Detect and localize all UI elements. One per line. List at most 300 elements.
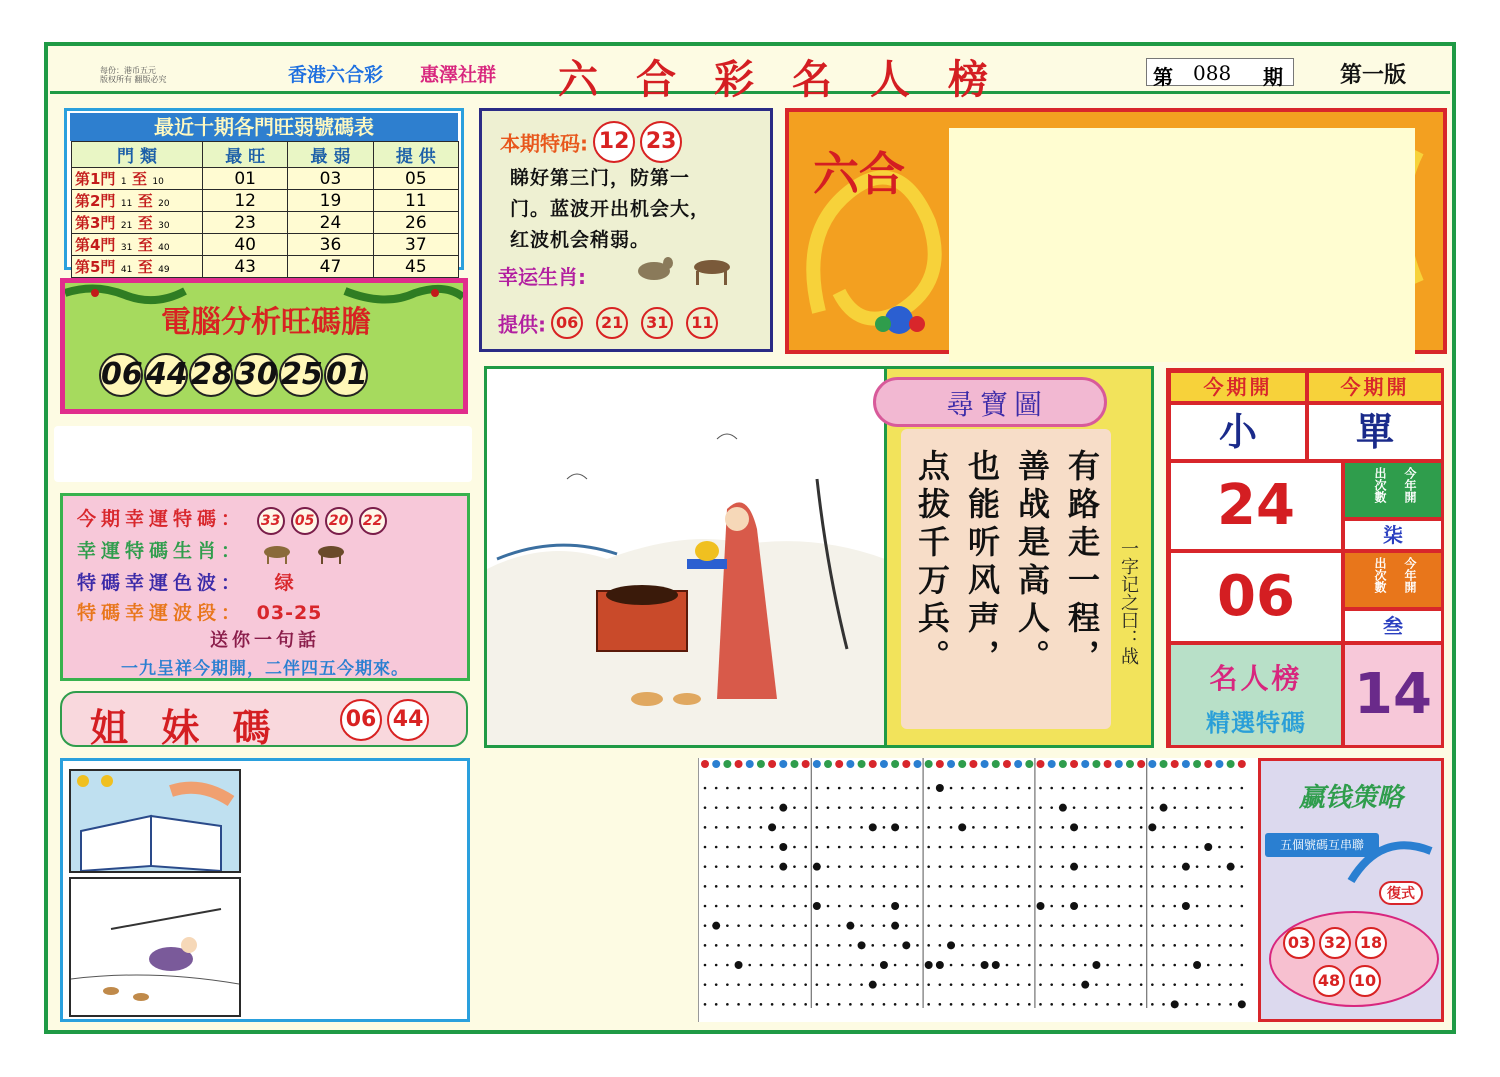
grid-dot: [983, 905, 986, 908]
grid-dot: [1073, 846, 1076, 849]
grid-dot: [748, 944, 751, 947]
grid-dot: [1084, 1003, 1087, 1006]
grid-dot: [726, 826, 729, 829]
grid-dot: [1229, 806, 1232, 809]
strategy-number-row: [1313, 965, 1381, 997]
grid-dot: [1084, 806, 1087, 809]
grid-dot: [1039, 944, 1042, 947]
grid-dot: [1173, 964, 1176, 967]
grid-dot: [927, 787, 930, 790]
grid-dot: [1039, 885, 1042, 888]
grid-dot: [1095, 826, 1098, 829]
grid-dot: [983, 944, 986, 947]
grid-dot: [1095, 865, 1098, 868]
grid-dot: [972, 905, 975, 908]
grid-dot: [704, 806, 707, 809]
grid-dot: [737, 944, 740, 947]
grid-dot: [704, 983, 707, 986]
grid-dot: [1229, 964, 1232, 967]
grid-dot: [838, 865, 841, 868]
grid-dot: [869, 981, 877, 989]
range-from: 31: [120, 243, 133, 253]
sister-number: 06: [340, 699, 382, 741]
grid-dot: [1039, 846, 1042, 849]
grid-dot: [1162, 924, 1165, 927]
grid-dot: [779, 863, 787, 871]
grid-header-ball: [735, 760, 743, 768]
grid-dot: [983, 826, 986, 829]
grid-dot: [1129, 806, 1132, 809]
grid-dot: [748, 905, 751, 908]
grid-dot: [849, 787, 852, 790]
grid-dot: [1050, 865, 1053, 868]
grid-header-ball: [1014, 760, 1022, 768]
grid-header-ball: [1081, 760, 1089, 768]
grid-dot: [813, 863, 821, 871]
brand-community: 惠澤社群: [420, 64, 497, 86]
grid-dot: [737, 983, 740, 986]
grid-dot: [1218, 964, 1221, 967]
provide-row: [498, 307, 726, 339]
grid-dot: [1229, 787, 1232, 790]
grid-dot: [1006, 885, 1009, 888]
saying-title: 送你一句話: [210, 630, 320, 651]
grid-header-ball: [1025, 760, 1033, 768]
grid-dot: [1207, 826, 1210, 829]
history-table-panel: [64, 108, 464, 277]
grid-dot: [838, 1003, 841, 1006]
lucky-zodiac-row: [77, 536, 357, 564]
grid-dot: [760, 924, 763, 927]
grid-header-ball: [824, 760, 832, 768]
column-header: 門 類: [72, 142, 203, 168]
grid-header-ball: [969, 760, 977, 768]
door-label: 第4門: [75, 236, 116, 254]
grid-dot: [1185, 846, 1188, 849]
grid-dot: [925, 961, 933, 969]
year-label: 今年開: [1403, 467, 1417, 503]
grid-dot: [1084, 865, 1087, 868]
size-value: 小: [1169, 403, 1307, 461]
grid-dot: [916, 826, 919, 829]
grid-dot: [748, 787, 751, 790]
grid-header-ball: [925, 760, 933, 768]
grid-dot: [1196, 787, 1199, 790]
grid-dot: [827, 944, 830, 947]
grid-dot: [1140, 826, 1143, 829]
blank-strip: [54, 426, 472, 482]
grid-dot: [927, 924, 930, 927]
lucky-range-label: 特碼幸運波段：: [77, 602, 246, 624]
grid-dot: [771, 1003, 774, 1006]
grid-dot: [1238, 1000, 1246, 1008]
grid-dot: [950, 885, 953, 888]
grid-dot: [804, 846, 807, 849]
grid-dot: [1117, 964, 1120, 967]
grid-dot: [1117, 787, 1120, 790]
grid-dot: [916, 865, 919, 868]
grid-dot: [905, 806, 908, 809]
grid-dot: [1140, 905, 1143, 908]
stats-value: 柒: [1343, 519, 1443, 551]
grid-header-ball: [880, 760, 888, 768]
range-from: 21: [120, 221, 133, 231]
grid-header-ball: [891, 760, 899, 768]
grid-header-ball: [846, 760, 854, 768]
grid-dot: [1129, 905, 1132, 908]
grid-dot: [782, 964, 785, 967]
table-row: [72, 256, 459, 278]
grid-dot: [972, 924, 975, 927]
commentary-line: 门。蓝波开出机会大，: [510, 198, 711, 220]
grid-dot: [771, 846, 774, 849]
grid-dot: [916, 983, 919, 986]
grid-dot: [1050, 885, 1053, 888]
grid-dot: [871, 865, 874, 868]
grid-dot: [779, 804, 787, 812]
grid-dot: [1084, 964, 1087, 967]
grid-header-ball: [1215, 760, 1223, 768]
grid-dot: [1039, 983, 1042, 986]
grid-dot: [1084, 924, 1087, 927]
illustration-panel: [484, 366, 888, 748]
grid-dot: [827, 846, 830, 849]
grid-dot: [1241, 964, 1244, 967]
grid-dot: [1006, 865, 1009, 868]
zodiac-animal-icons: [257, 540, 357, 564]
treasure-map-panel: [884, 366, 1154, 748]
grid-dot: [1185, 806, 1188, 809]
grid-dot: [894, 1003, 897, 1006]
grid-header-ball: [1137, 760, 1145, 768]
grid-dot: [1162, 944, 1165, 947]
grid-header-ball: [746, 760, 754, 768]
lucky-number: 22: [359, 507, 387, 535]
grid-dot: [1070, 863, 1078, 871]
stats-label: [1343, 551, 1443, 609]
grid-dot: [1050, 905, 1053, 908]
grid-dot: [894, 806, 897, 809]
banner-text: 六合: [813, 147, 905, 201]
grid-dot: [760, 826, 763, 829]
grid-dot: [1151, 983, 1154, 986]
provide-number: 06: [551, 307, 583, 339]
grid-dot: [871, 1003, 874, 1006]
grid-dot: [748, 885, 751, 888]
grid-dot: [858, 941, 866, 949]
grid-dot: [880, 961, 888, 969]
grid-header-ball: [1171, 760, 1179, 768]
grid-dot: [1229, 846, 1232, 849]
table-header-row: [72, 142, 459, 168]
grid-dot: [1028, 846, 1031, 849]
grid-dot: [793, 806, 796, 809]
grid-dot: [927, 944, 930, 947]
grid-dot: [1218, 1003, 1221, 1006]
grid-dot: [715, 846, 718, 849]
grid-dot: [1106, 944, 1109, 947]
grid-dot: [961, 846, 964, 849]
grid-dot: [927, 826, 930, 829]
grid-dot: [891, 922, 899, 930]
famous-number: 14: [1343, 643, 1443, 747]
famous-list-subtitle: 精選特碼: [1206, 709, 1306, 737]
grid-dot: [1229, 885, 1232, 888]
special-code-panel: [479, 108, 773, 352]
grid-header-ball: [813, 760, 821, 768]
table-row: [72, 168, 459, 190]
grid-dot: [883, 1003, 886, 1006]
famous-list-title: 名人榜: [1209, 662, 1303, 695]
grid-dot: [871, 846, 874, 849]
grid-header-ball: [981, 760, 989, 768]
grid-dot: [1140, 944, 1143, 947]
grid-header-ball: [992, 760, 1000, 768]
grid-dot: [1185, 964, 1188, 967]
grid-header-ball: [1003, 760, 1011, 768]
grid-dot: [936, 961, 944, 969]
grid-dot: [715, 885, 718, 888]
grid-dot: [760, 1003, 763, 1006]
grid-dot: [961, 983, 964, 986]
grid-dot: [1095, 846, 1098, 849]
grid-dot: [1017, 983, 1020, 986]
grid-dot: [1207, 885, 1210, 888]
grid-dot: [737, 826, 740, 829]
grid-dot: [916, 964, 919, 967]
grid-dot: [972, 806, 975, 809]
grid-dot: [1162, 1003, 1165, 1006]
grid-dot: [771, 983, 774, 986]
grid-dot: [1241, 905, 1244, 908]
grid-dot: [1218, 885, 1221, 888]
grid-dot: [1185, 944, 1188, 947]
grid-dot: [994, 983, 997, 986]
grid-dot: [1129, 865, 1132, 868]
grid-dot: [1017, 806, 1020, 809]
grid-dot: [1073, 787, 1076, 790]
grid-dot: [1151, 944, 1154, 947]
grid-dot: [1017, 865, 1020, 868]
grid-dot: [1017, 846, 1020, 849]
grid-dot: [939, 826, 942, 829]
grid-dot: [827, 905, 830, 908]
grid-dot: [994, 885, 997, 888]
grid-dot: [1106, 846, 1109, 849]
grid-dot: [838, 924, 841, 927]
grid-dot: [927, 983, 930, 986]
poem-column: 点拔千万兵。: [913, 449, 951, 677]
grid-dot: [883, 983, 886, 986]
grid-dot: [771, 787, 774, 790]
commentary-line: 红波机会稍弱。: [510, 229, 651, 251]
grid-dot: [883, 924, 886, 927]
grid-dot: [1162, 865, 1165, 868]
grid-dot: [1070, 823, 1078, 831]
grid-header-ball: [1070, 760, 1078, 768]
page-title: 六合彩名人榜: [558, 56, 1026, 103]
grid-dot: [1050, 983, 1053, 986]
grid-header-ball: [1160, 760, 1168, 768]
grid-dot: [1196, 865, 1199, 868]
brand-hk: 香港六合彩: [288, 64, 384, 86]
grid-dot: [916, 924, 919, 927]
grid-dot: [704, 905, 707, 908]
grid-dot: [1039, 787, 1042, 790]
grid-dot: [782, 885, 785, 888]
strategy-subtitle: 五個號碼互串聯: [1265, 833, 1379, 857]
grid-dot: [1106, 806, 1109, 809]
grid-dot: [726, 964, 729, 967]
commentary-line: 睇好第三门，防第一: [510, 167, 691, 189]
grid-dot: [726, 1003, 729, 1006]
provide-number: 11: [686, 307, 718, 339]
grid-dot: [905, 964, 908, 967]
grid-dot: [983, 787, 986, 790]
issue-box: [1146, 58, 1294, 89]
saying-text: 一九呈祥今期開，二伴四五今期來。: [121, 659, 409, 679]
grid-dot: [760, 905, 763, 908]
grid-dot: [1084, 905, 1087, 908]
grid-dot: [1050, 944, 1053, 947]
grid-dot: [972, 787, 975, 790]
grid-dot: [883, 826, 886, 829]
grid-dot: [1185, 1003, 1188, 1006]
grid-dot: [1028, 905, 1031, 908]
grid-dot: [1218, 905, 1221, 908]
grid-dot: [793, 964, 796, 967]
grid-dot: [827, 826, 830, 829]
grid-dot: [1092, 961, 1100, 969]
grid-dot: [704, 964, 707, 967]
grid-dot: [883, 885, 886, 888]
grid-header-ball: [1059, 760, 1067, 768]
grid-dot: [1241, 885, 1244, 888]
grid-dot: [1207, 964, 1210, 967]
grid-dot: [1218, 846, 1221, 849]
grid-dot: [827, 865, 830, 868]
hot-cell: 43: [203, 256, 288, 278]
grid-dot: [1062, 826, 1065, 829]
grid-dot: [1028, 885, 1031, 888]
grid-dot: [771, 924, 774, 927]
grid-dot: [983, 983, 986, 986]
grid-dot: [771, 905, 774, 908]
grid-dot: [961, 905, 964, 908]
grid-dot: [1117, 944, 1120, 947]
grid-dot: [1162, 964, 1165, 967]
grid-header-ball: [1104, 760, 1112, 768]
grid-dot: [849, 1003, 852, 1006]
special-commentary: [510, 163, 770, 256]
provide-cell: 05: [373, 168, 458, 190]
grid-dot: [1117, 885, 1120, 888]
grid-dot: [793, 846, 796, 849]
grid-dot: [1185, 826, 1188, 829]
grid-dot: [1196, 846, 1199, 849]
hot-cell: 23: [203, 212, 288, 234]
grid-dot: [816, 787, 819, 790]
grid-dot: [704, 846, 707, 849]
grid-dot: [804, 944, 807, 947]
grid-header-ball: [1148, 760, 1156, 768]
provide-label: 提供:: [498, 312, 546, 337]
grid-dot: [860, 787, 863, 790]
grid-dot: [961, 964, 964, 967]
grid-dot: [1196, 885, 1199, 888]
grid-dot: [1028, 964, 1031, 967]
grid-header-ball: [1092, 760, 1100, 768]
grid-dot: [860, 826, 863, 829]
grid-dot: [816, 944, 819, 947]
grid-dot: [860, 885, 863, 888]
grid-dot: [715, 806, 718, 809]
grid-dot: [1006, 905, 1009, 908]
odd-even-value: 單: [1307, 403, 1443, 461]
grid-dot: [1037, 902, 1045, 910]
grid-dot: [927, 865, 930, 868]
grid-dot: [939, 885, 942, 888]
range-to: 49: [158, 265, 170, 275]
grid-dot: [950, 806, 953, 809]
provide-cell: 45: [373, 256, 458, 278]
grid-dot: [871, 964, 874, 967]
strategy-number-row: [1283, 927, 1387, 959]
computer-number-list: [99, 353, 369, 397]
grid-dot: [1162, 787, 1165, 790]
grid-header-ball: [768, 760, 776, 768]
grid-dot: [715, 787, 718, 790]
reading-illustration-panel: [60, 758, 470, 1022]
header: [50, 48, 1450, 103]
grid-dot: [1185, 924, 1188, 927]
grid-dot: [983, 865, 986, 868]
grid-dot: [1140, 1003, 1143, 1006]
grid-dot: [972, 865, 975, 868]
lucky-zodiac-label: 幸運特碼生肖：: [77, 540, 246, 562]
grid-dot: [1084, 944, 1087, 947]
grid-dot: [715, 905, 718, 908]
table-row: [72, 234, 459, 256]
grid-dot: [1106, 1003, 1109, 1006]
grid-dot: [715, 983, 718, 986]
grid-dot: [737, 806, 740, 809]
grid-dot: [1050, 964, 1053, 967]
grid-dot: [1207, 924, 1210, 927]
grid-header-ball: [802, 760, 810, 768]
grid-dot: [1095, 1003, 1098, 1006]
grid-dot: [1084, 885, 1087, 888]
grid-dot: [1140, 983, 1143, 986]
grid-dot: [1028, 1003, 1031, 1006]
grid-dot: [1095, 983, 1098, 986]
grid-dot: [1050, 806, 1053, 809]
door-label: 第3門: [75, 214, 116, 232]
grid-dot: [860, 924, 863, 927]
grid-dot: [804, 806, 807, 809]
column-header: 最 弱: [288, 142, 373, 168]
grid-dot: [1073, 944, 1076, 947]
grid-dot: [860, 905, 863, 908]
grid-dot: [715, 826, 718, 829]
grid-dot: [1207, 865, 1210, 868]
grid-dot: [1129, 1003, 1132, 1006]
grid-dot: [983, 1003, 986, 1006]
grid-dot: [816, 885, 819, 888]
grid-dot: [748, 806, 751, 809]
grid-dot: [1117, 826, 1120, 829]
lucky-numbers-row: [77, 504, 393, 535]
